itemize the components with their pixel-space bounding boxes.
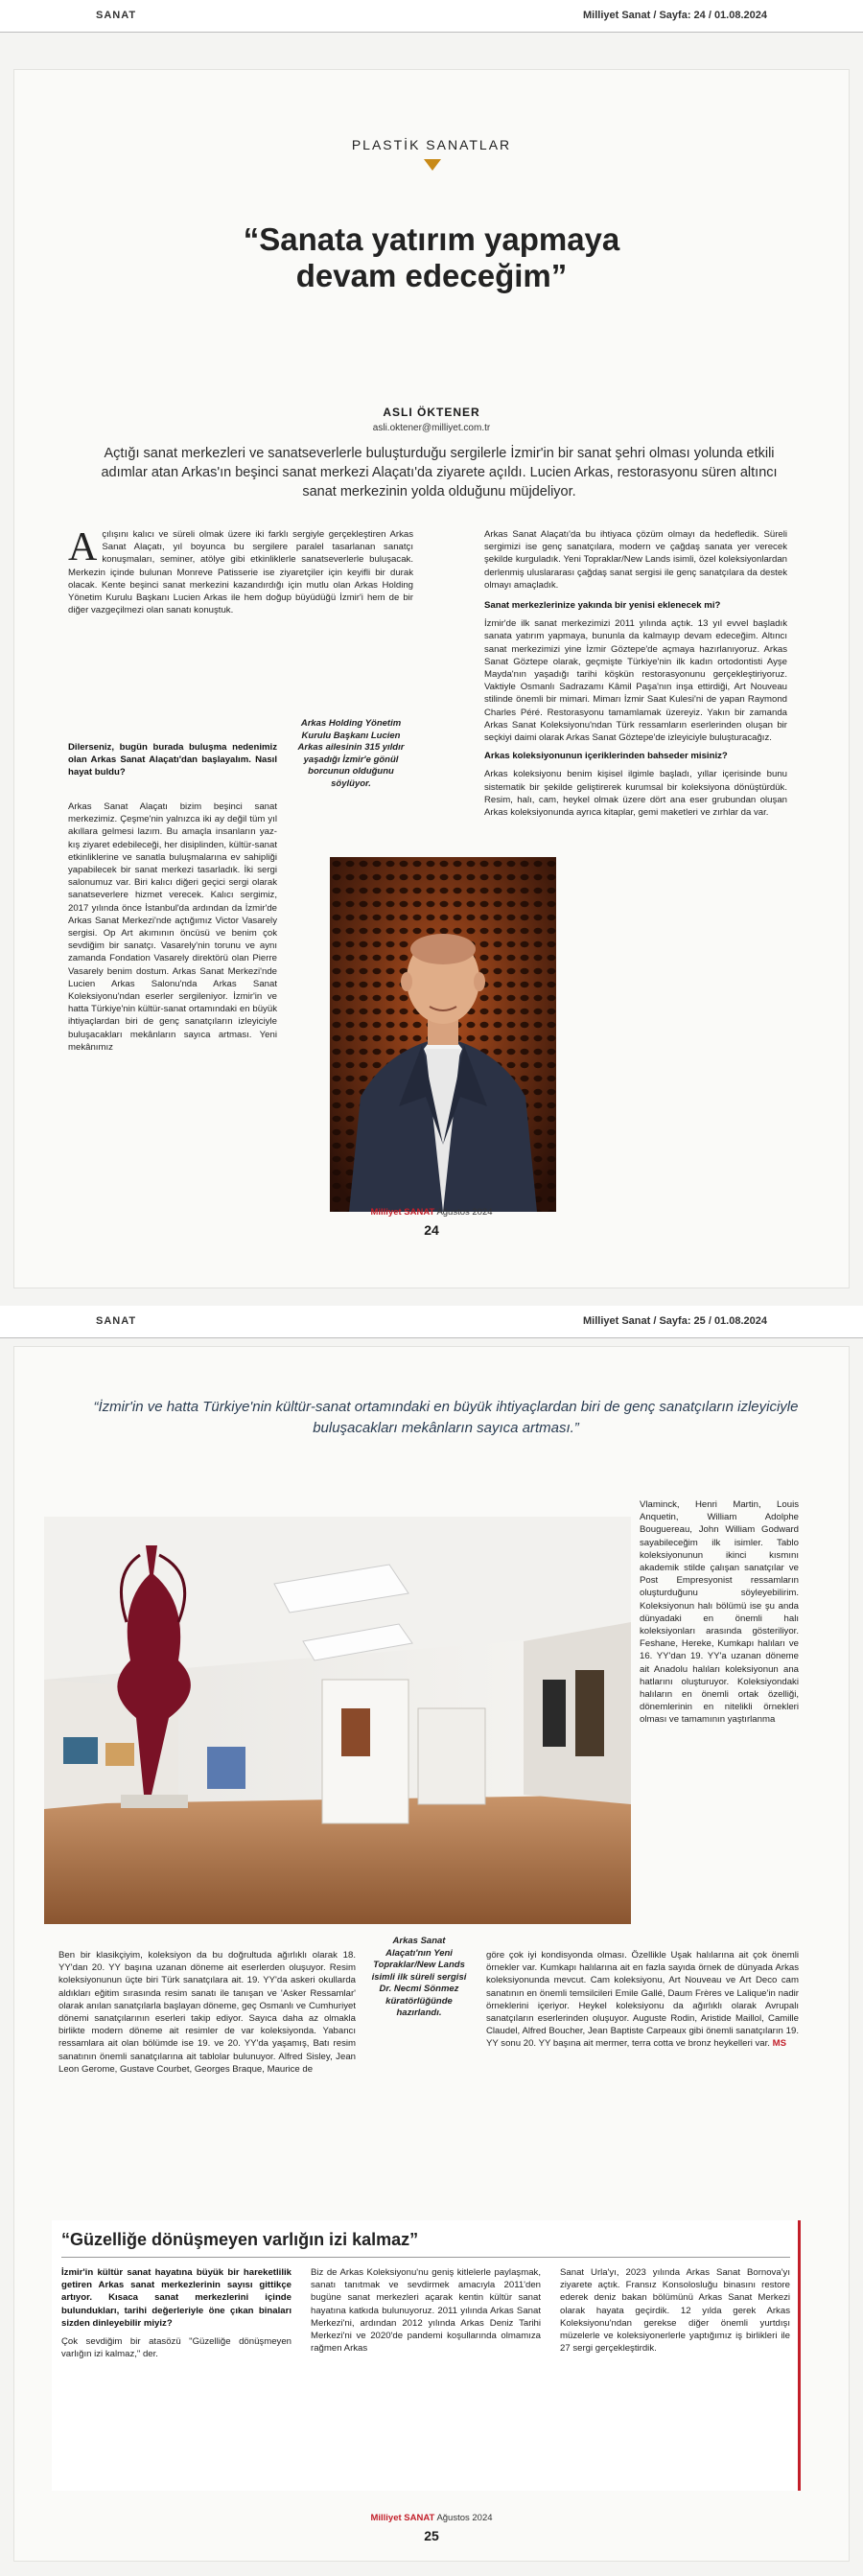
- clipping-meta: Milliyet Sanat / Sayfa: 25 / 01.08.2024: [583, 1315, 767, 1327]
- sidebar-answer-2: Biz de Arkas Koleksiyonu'nu geniş kitlelerle paylaşmak, sanatı tanıtmak ve sevdirmek amacıyla 2011'den bugüne sanat merkezleri açarak kentin kültür sanat hayatına katkıda bulunuyoruz. 2011 yılında Arkas Sanat Merkezi'ni, ardından 2012 yılında Arkas Deniz Tarihi Merkezi'ni ve 2020'de pandemi koşullarında olmamıza rağmen Arkas: [311, 2267, 541, 2355]
- clipping-header: [0, 1306, 863, 1338]
- headline-line-1: “Sanata yatırım yapmaya: [243, 221, 620, 257]
- interview-sidebar: [52, 2220, 801, 2491]
- page-footer: [14, 2513, 849, 2523]
- page-number: 25: [424, 2528, 439, 2543]
- sidebar-column-3: [560, 2266, 790, 2360]
- intro-paragraph: [68, 525, 413, 616]
- sidebar-question: İzmir'in kültür sanat hayatına büyük bir hareketlilik getiren Arkas sanat merkezlerinin sayısı gittikçe artıyor. Kısaca sanat merkezlerini içinde bulundukları, tarihi değerleriyle öne çıkan binaları sizden dinleyebilir miyiz?: [61, 2267, 292, 2329]
- section-label: PLASTİK SANATLAR: [351, 137, 512, 152]
- intro-text: çılışını kalıcı ve süreli olmak üzere iki farklı sergiyle gerçekleştiren Arkas Sanat Alaçatı, yıl boyunca bu sergilere paralel tasarlanan sanatçı konuşmaları, seminer, atölye gibi etkinliklerle sanatseverlerle buluşacak. Merkezin içinde bulunan Monreve Patisserie ise ziyaretçiler için keyifli bir durak olacak. Kente beşinci sanat merkezini kazandırdığı için mutlu olan Arkas Holding Yönetim Kurulu Başkanı Lucien Arkas ile hem doğup büyüdüğü İzmir'i hem de bir diğer vazgeçilmezi olan sanatı konuştuk.: [68, 529, 413, 616]
- page-number: 24: [424, 1222, 439, 1238]
- footer-date: Ağustos 2024: [436, 1207, 493, 1218]
- left-column-q1: [68, 741, 277, 785]
- portrait-illustration: [330, 857, 556, 1212]
- sidebar-rule: [61, 2257, 790, 2258]
- clipping-logo: SANAT: [96, 1315, 137, 1327]
- author-email[interactable]: asli.oktener@milliyet.com.tr: [372, 423, 491, 433]
- sidebar-column-2: [311, 2266, 541, 2360]
- dropcap: A: [68, 525, 98, 569]
- clipping-header: [0, 0, 863, 33]
- answer-2: İzmir'de ilk sanat merkezimizi 2011 yılında açtık. 13 yıl evvel başladık sanata yatırım yapmaya, bununla da kalmayıp devam edeceğim. Altıncı sanat merkezimizi yine İzmir Göztepe'de açmaya hazırlanıyoruz. Arkas Sanat Göztepe olarak, geçmişte Türkiye'nin ilk kadın ortodontisti Ayşe Mayda'nın yaşadığı tarihi köşkün restorasyonunu gerçekleştiriyoruz. Vaktiyle Osmanlı Sadrazamı Kâmil Paşa'nın inşa ettirdiği, Art Nouveau stilinde önemli bir mimari. Mimarı İzmir Saat Kulesi'ni de yapan Raymond Charles Péré. Restorasyonu tamamlamak üzereyiz. Yakın bir zamanda Arkas Sanat Koleksiyonu'ndan Türk ressamların eserlerinden oluşan bir seçkiyi daimi olarak Arkas Sanat Göztepe'de izleyiciyle buluşturacağız.: [484, 618, 787, 744]
- answer-3: Arkas koleksiyonu benim kişisel ilgimle başladı, yıllar içerisinde bunu sistematik bir şekilde geliştirerek kurumsal bir koleksiyona dönüştürdük. Resim, halı, cam, heykel olmak üzere dört ana eser grubundan oluşan Arkas koleksiyonunda ayrıca kitaplar, gemi maketleri ve zırhlar da var.: [484, 769, 787, 819]
- page-24: [13, 69, 850, 1288]
- mid-text-body: göre çok iyi kondisyonda olması. Özellikle Uşak halılarına ait çok önemli örnekler var. Kumkapı halılarına ait en fazla sayıda örnek de dünyada Arkas koleksiyonunda mevcut. Cam koleksiyonu, Art Nouveau ve Art Deco cam sanatının en önemli temsilcileri Emile Gallé, Daum Frères ve Lalique'in nadir örneklerini içeriyor. Heykel koleksiyonu da ağırlıklı olarak Avrupalı sanatçıların eserlerinden oluşuyor. Auguste Rodin, Aristide Maillol, Camille Claudel, Alfred Boucher, Jean Baptiste Carpeaux gibi önemli sanatçıların 19. YY sonu 20. YY başına ait mermer, terra cotta ve bronz heykelleri var.: [486, 1950, 799, 2050]
- footer-sanat: SANAT: [404, 1207, 435, 1218]
- lower-left-column: [58, 1949, 356, 2189]
- mid-text: [486, 1949, 799, 2051]
- clipping-logo: SANAT: [96, 10, 137, 21]
- question-1: Dilerseniz, bugün burada buluşma nedenimiz olan Arkas Sanat Alaçatı'dan başlayalım. Nasıl hayat buldu?: [68, 742, 277, 778]
- headline-line-2: devam edeceğim”: [295, 258, 568, 293]
- page-footer: [14, 1207, 849, 1218]
- signature: MS: [772, 2038, 787, 2050]
- gallery-photo: [44, 1517, 631, 1924]
- pull-quote: “İzmir'in ve hatta Türkiye'nin kültür-sanat ortamındaki en büyük ihtiyaçlardan biri de genç sanatçıların izleyiciyle buluşacakları mekânların sayıca artması.”: [93, 1399, 799, 1436]
- gallery-illustration: [44, 1517, 631, 1924]
- sidebar-title: “Güzelliğe dönüşmeyen varlığın izi kalmaz”: [61, 2230, 419, 2249]
- footer-date: Ağustos 2024: [436, 2513, 493, 2523]
- footer-brand: Milliyet: [370, 2513, 402, 2523]
- question-3: Arkas koleksiyonunun içeriklerinden bahseder misiniz?: [484, 751, 728, 762]
- right-paragraph-1: Arkas Sanat Alaçatı'da bu ihtiyaca çözüm olmayı da hedefledik. Süreli sergimizi ise genç sanatçılara, modern ve çağdaş sanata yer verecek şekilde kurguladık. Yeni Topraklar/New Lands isimli, özel koleksiyonlardan derlenmiş uluslararası çağdaş sanat sergisi ile genç sanatçılara da destek olmayı amaçladık.: [484, 529, 787, 591]
- lead-paragraph: Açtığı sanat merkezleri ve sanatseverlerle buluşturduğu sergilerle İzmir'in bir sanat şehri olması yolunda etkili adımlar atan Arkas'ın beşinci sanat merkezi Alaçatı'da ziyarete açıldı. Lucien Arkas, restorasyonu süren altıncı sanat merkezinin yolda olduğunu müjdeliyor.: [101, 446, 778, 499]
- footer-sanat: SANAT: [404, 2513, 435, 2523]
- sidebar-column-1: [61, 2266, 292, 2366]
- portrait-caption: Arkas Holding Yönetim Kurulu Başkanı Lucien Arkas ailesinin 315 yıldır yaşadığı İzmir'e gönül borcunun olduğunu söylüyor.: [297, 718, 405, 789]
- portrait-photo: [330, 857, 556, 1212]
- chevron-icon: [424, 159, 441, 171]
- answer-1: Arkas Sanat Alaçatı bizim beşinci sanat merkezimiz. Çeşme'nin yalnızca iki ay değil tüm yıl akıllara gelmesi lazım. Bu amaçla insanların yaz-kış ziyaret edebileceği, her disiplinden, kültür-sanat etkinliklerine ve sanatla buluşmalarına ev sahipliği yapabilecek bir sanat merkezi tasarladık. İki sergi salonumuz var. Biri kalıcı diğeri geçici sergi olarak sanatseverlere hizmet verecek. Kalıcı sergimiz, 2017 yılında önce İstanbul'da ardından da İzmir'de Arkas Sanat Merkezi'nde açtığımız Victor Vasarely sergisi. Op Art akımının öncüsü ve benim çok sevdiğim bir sanatçı. Vasarely'nin torunu ve aynı zamanda Fondation Vasarely direktörü olan Pierre Vasarely benim dostum. Arkas Sanat Merkezi'nde Lucien Arkas Salonu'nda Arkas Sanat Koleksiyonu'ndan eserler sergileniyor. İzmir'in ve hatta Türkiye'nin kültür-sanat ortamındaki en büyük ihtiyaçlardan biri de genç sanatçıların izleyiciyle buluşacakları mekânların sayıca artması. Yeni mekânımız: [68, 801, 277, 1053]
- clipping-meta: Milliyet Sanat / Sayfa: 24 / 01.08.2024: [583, 10, 767, 21]
- left-column: [68, 525, 413, 622]
- gallery-caption: Arkas Sanat Alaçatı'nın Yeni Topraklar/New Lands isimli ilk süreli sergisi Dr. Necmi Sönmez küratörlüğünde hazırlandı.: [371, 1936, 467, 2018]
- footer-brand: Milliyet: [370, 1207, 402, 1218]
- right-column: [484, 528, 787, 824]
- lower-right-column: [486, 1949, 799, 2189]
- right-text: Vlaminck, Henri Martin, Louis Anquetin, William Adolphe Bouguereau, John William Godward sayabileceğim ilk isimler. Tablo koleksiyonunun ikinci kısmını akademik stilde çalışan sanatçılar ve Post Empresyonist ressamların oluşturduğunu söyleyebilirim. Koleksiyonun halı bölümü ise şu anda dünyadaki en önemli halı koleksiyonları arasında gösteriliyor. Feshane, Hereke, Kumkapı halıları ve 16. YY'dan 19. YY'a uzanan döneme ait Anadolu halıları koleksiyonun ana hatlarını oluşturuyor. Koleksiyondaki halıların en önemli ortak özelliği, dönemlerinin en nitelikli örnekleri olması ve tamamının yaştırlanma: [640, 1499, 799, 1726]
- sidebar-answer-1: Çok sevdiğim bir atasözü "Güzelliğe dönüşmeyen varlığın izi kalmaz," der.: [61, 2336, 292, 2360]
- author-name: ASLI ÖKTENER: [383, 406, 480, 419]
- sidebar-answer-3: Sanat Urla'yı, 2023 yılında Arkas Sanat Bornova'yı ziyarete açtık. Fransız Konsolosluğu binasını restore ederek deniz bakan bölümünü Arkas Sanat Merkezi olarak hayata geçirdik. 12 yılda gerek Arkas Koleksiyonu'ndan gerekse diğer önemli yurtdışı müzelerle ve koleksiyonerlerle yaptığımız iş birlikleri ile 27 sergi gerçekleştirdik.: [560, 2267, 790, 2355]
- left-text: Ben bir klasikçiyim, koleksiyon da bu doğrultuda ağırlıklı olarak 18. YY'dan 20. YY başına uzanan döneme ait eserlerden oluşuyor. Resim koleksiyonunun üçte biri Türk sanatçılara ait. 19. YY'da askeri okullarda aldıkları eğitim sırasında resim sanatı ile tanışan ve 'Asker Ressamlar' olarak anılan sanatçılarla başlayan döneme, geç Osmanlı ve Cumhuriyet dönemi sanatçılarının eserleri takip ediyor. Sayıca daha az olmakla birlikte modern döneme ait resimler de var koleksiyonda. Yabancı ressamlara ait olan bölümde ise 19. ve 20. YY'da yaşamış, Batı resim sanatının önemli sanatçılarına ait tablolar bulunuyor. Alfred Sisley, Jean Leon Gerome, Gustave Courbet, Georges Braque, Maurice de: [58, 1950, 356, 2075]
- question-2: Sanat merkezlerinize yakında bir yenisi eklenecek mi?: [484, 600, 721, 612]
- right-narrow-column: [640, 1498, 799, 1920]
